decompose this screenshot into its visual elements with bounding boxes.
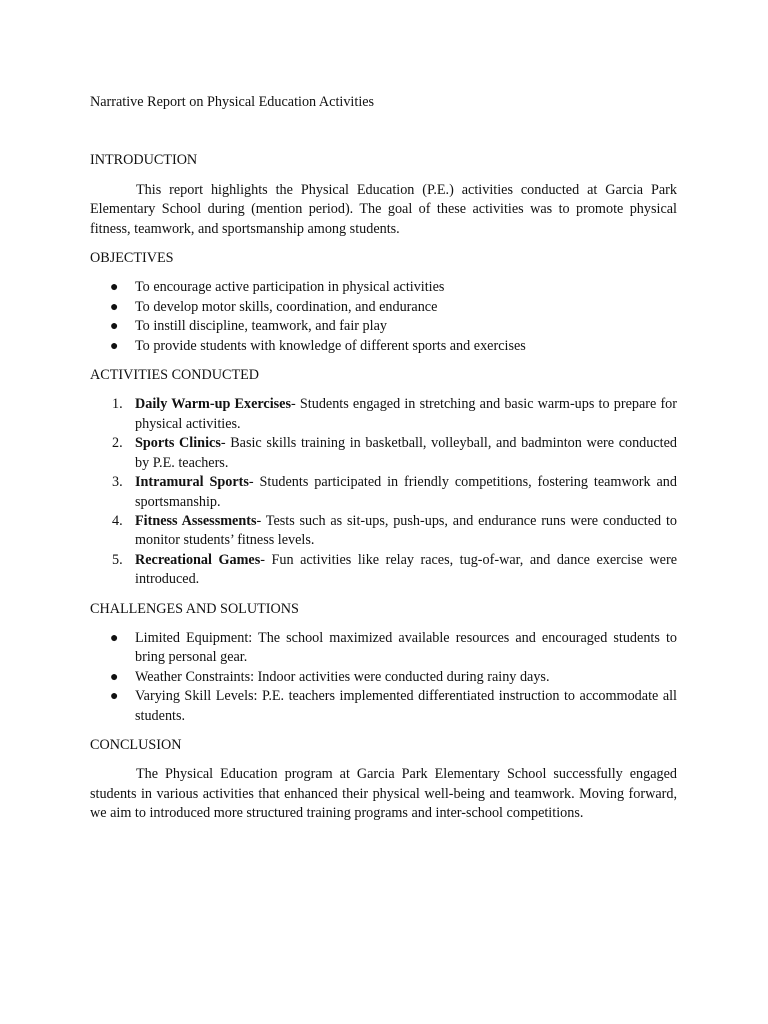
challenge-text: Varying Skill Levels: P.E. teachers implemented differentiated instruction to accommodate all students. [135,688,677,724]
bullet-icon: ● [110,338,119,354]
challenge-text: Weather Constraints: Indoor activities were conducted during rainy days. [135,668,550,685]
challenge-text: Limited Equipment: The school maximized available resources and encouraged students to bring personal gear. [135,629,677,666]
bullet-icon: ● [110,280,119,296]
conclusion-heading: CONCLUSION [90,736,182,753]
item-number: 3. [112,474,123,491]
item-number: 5. [112,551,123,568]
objective-text: To develop motor skills, coordination, and endurance [135,298,438,315]
list-item [90,551,677,590]
list-item [90,337,677,356]
activity-name: Intramural Sports [135,474,249,491]
list-item [90,395,677,434]
introduction-paragraph: This report highlights the Physical Education (P.E.) activities conducted at Garcia Park Elementary School during (mention period). The goal of these activities was to promote physical fitness, teamwork, and sportsmanship among students. [90,181,677,237]
challenges-heading: CHALLENGES AND SOLUTIONS [90,600,299,617]
challenges-list [90,629,677,726]
activity-name: Recreational Games [135,551,261,568]
objectives-list [90,278,677,356]
objective-text: To encourage active participation in physical activities [135,279,445,296]
item-number: 2. [112,435,123,452]
list-item [90,434,677,473]
list-item [90,473,677,512]
activities-list [90,395,677,589]
activity-description: - Students engaged in stretching and basic warm-ups to prepare for physical activities. [135,396,678,432]
objective-text: To instill discipline, teamwork, and fair play [135,318,387,335]
list-item [90,317,677,336]
list-item [90,629,677,668]
objective-text: To provide students with knowledge of different sports and exercises [135,337,526,354]
bullet-icon: ● [110,299,119,315]
introduction-heading: INTRODUCTION [90,152,198,169]
activity-name: Fitness Assessments [135,512,257,529]
activity-name: Daily Warm-up Exercises [135,396,291,413]
activity-name: Sports Clinics [135,435,221,452]
bullet-icon: ● [110,689,119,705]
document-page [90,93,677,834]
list-item [90,668,677,687]
activities-heading: ACTIVITIES CONDUCTED [90,367,260,384]
item-number: 1. [112,396,123,413]
bullet-icon: ● [110,319,119,335]
item-number: 4. [112,512,123,529]
list-item [90,687,677,726]
activity-description: - Fun activities like relay races, tug-of-war, and dance exercise were introduced. [135,551,677,588]
activity-description: - Basic skills training in basketball, volleyball, and badminton were conducted by P.E. teachers. [135,435,677,471]
list-item [90,298,677,317]
list-item [90,278,677,297]
activity-description: - Tests such as sit-ups, push-ups, and endurance runs were conducted to monitor students’ fitness levels. [135,512,677,549]
conclusion-paragraph: The Physical Education program at Garcia Park Elementary School successfully engaged students in various activities that enhanced their physical well-being and teamwork. Moving forward, we aim to introduced more structured training programs and inter-school competitions. [90,766,677,822]
bullet-icon: ● [110,630,119,646]
list-item [90,512,677,551]
document-title: Narrative Report on Physical Education Activities [90,94,375,110]
activity-description: - Students participated in friendly competitions, fostering teamwork and sportsmanship. [135,474,677,510]
objectives-heading: OBJECTIVES [90,250,174,267]
bullet-icon: ● [110,669,119,685]
